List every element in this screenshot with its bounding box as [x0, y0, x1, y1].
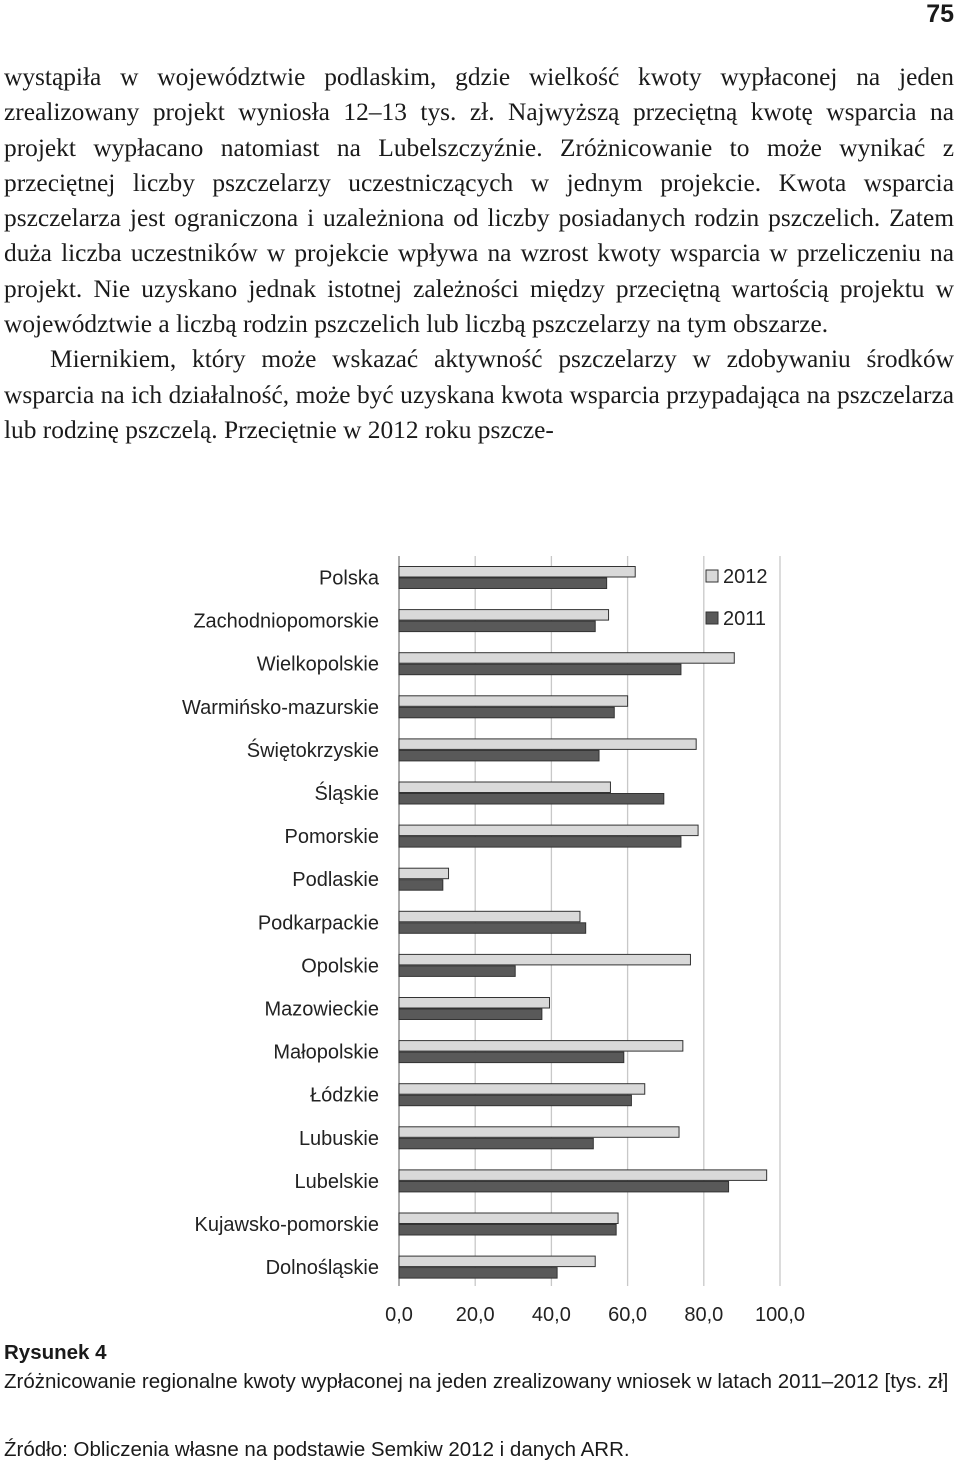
bar-2012 — [399, 610, 609, 621]
category-label: Lubelskie — [294, 1170, 379, 1193]
bar-2012 — [399, 911, 580, 922]
bar-2011 — [399, 1268, 557, 1279]
legend — [706, 566, 768, 630]
x-tick-labels — [385, 1304, 805, 1326]
category-label: Dolnośląskie — [265, 1257, 379, 1280]
paragraph: Miernikiem, który może wskazać aktywność pszczelarzy w zdobywaniu środków wsparcia na ich działalność, może być uzyskana kwota wsparcia przypadająca na pszczelarza lub rodzinę pszczelą. Przeciętnie w 2012 roku pszcze- — [4, 345, 954, 444]
category-label: Podkarpackie — [257, 912, 379, 935]
bar-2011 — [399, 966, 515, 977]
category-label: Wielkopolskie — [256, 653, 379, 676]
bar-2011 — [399, 923, 586, 934]
bars — [399, 567, 767, 1279]
bar-2012 — [399, 998, 549, 1009]
x-tick-label: 20,0 — [455, 1304, 495, 1326]
bar-2011 — [399, 664, 681, 675]
figure-title: Zróżnicowanie regionalne kwoty wypłaconej na jeden zrealizowany wniosek w latach 2011–2012 [tys. zł] — [4, 1370, 949, 1393]
bar-2012 — [399, 954, 690, 965]
category-label: Pomorskie — [284, 826, 379, 849]
legend-swatch — [706, 570, 718, 582]
bar-2011 — [399, 1225, 616, 1236]
legend-label: 2012 — [723, 566, 768, 588]
x-tick-label: 60,0 — [608, 1304, 648, 1326]
bar-2012 — [399, 1170, 767, 1181]
bar-2012 — [399, 696, 628, 707]
category-labels — [182, 568, 380, 1280]
category-label: Świętokrzyskie — [246, 739, 379, 762]
bar-2011 — [399, 1009, 542, 1020]
legend-label: 2011 — [723, 608, 767, 630]
bar-2011 — [399, 1052, 624, 1063]
bar-2012 — [399, 1213, 618, 1224]
bar-2012 — [399, 825, 698, 836]
category-label: Lubuskie — [298, 1127, 379, 1150]
bar-2012 — [399, 1041, 683, 1052]
bar-2011 — [399, 880, 443, 891]
bar-2011 — [399, 1138, 593, 1149]
x-tick-label: 100,0 — [754, 1304, 806, 1326]
figure-source: Źródło: Obliczenia własne na podstawie Semkiw 2012 i danych ARR. — [4, 1438, 630, 1461]
bar-2011 — [399, 750, 599, 761]
category-label: Polska — [318, 567, 379, 590]
bar-2012 — [399, 1127, 679, 1138]
legend-swatch — [706, 612, 718, 624]
bar-2012 — [399, 868, 449, 879]
bar-2011 — [399, 837, 681, 848]
page-number: 75 — [926, 0, 954, 28]
bar-2011 — [399, 794, 664, 805]
bar-2011 — [399, 1095, 631, 1106]
category-label: Kujawsko-pomorskie — [194, 1214, 379, 1236]
x-tick-label: 40,0 — [531, 1304, 571, 1326]
bar-2012 — [399, 782, 610, 793]
category-label: Łódzkie — [310, 1084, 379, 1107]
category-label: Podlaskie — [292, 869, 379, 892]
bar-2012 — [399, 739, 696, 750]
body-text — [4, 60, 954, 448]
bar-2011 — [399, 578, 607, 589]
category-label: Małopolskie — [273, 1041, 379, 1064]
bar-2011 — [399, 621, 595, 632]
category-label: Warmińsko-mazurskie — [181, 696, 379, 719]
x-tick-label: 0,0 — [385, 1304, 413, 1326]
category-label: Śląskie — [314, 783, 379, 805]
bar-2012 — [399, 1256, 595, 1267]
bar-2012 — [399, 567, 635, 578]
bar-chart — [0, 540, 960, 1335]
bar-2011 — [399, 707, 614, 718]
category-label: Zachodniopomorskie — [193, 610, 379, 633]
category-label: Opolskie — [301, 955, 379, 978]
bar-2012 — [399, 1084, 645, 1095]
x-tick-label: 80,0 — [684, 1304, 724, 1326]
category-label: Mazowieckie — [264, 998, 379, 1021]
figure-number: Rysunek 4 — [4, 1341, 107, 1364]
bar-2011 — [399, 1181, 729, 1192]
bar-2012 — [399, 653, 734, 664]
paragraph: wystąpiła w województwie podlaskim, gdzie wielkość kwoty wypłaconej na jeden zrealizowany projekt wyniosła 12–13 tys. zł. Najwyższą przeciętną kwotę wsparcia na projekt wypłacano natomiast na Lubelszczyźnie. Zróżnicowanie to może wynikać z przeciętnej liczby pszczelarzy uczestniczących w jednym projekcie. Kwota wsparcia pszczelarza jest ograniczona i uzależniona od liczby posiadanych rodzin pszczelich. Zatem duża liczba uczestników w projekcie wpływa na wzrost kwoty wsparcia w przeliczeniu na projekt. Nie uzyskano jednak istotnej zależności między przeciętną wartością projektu w województwie a liczbą rodzin pszczelich lub liczbą pszczelarzy na tym obszarze. — [4, 63, 954, 339]
